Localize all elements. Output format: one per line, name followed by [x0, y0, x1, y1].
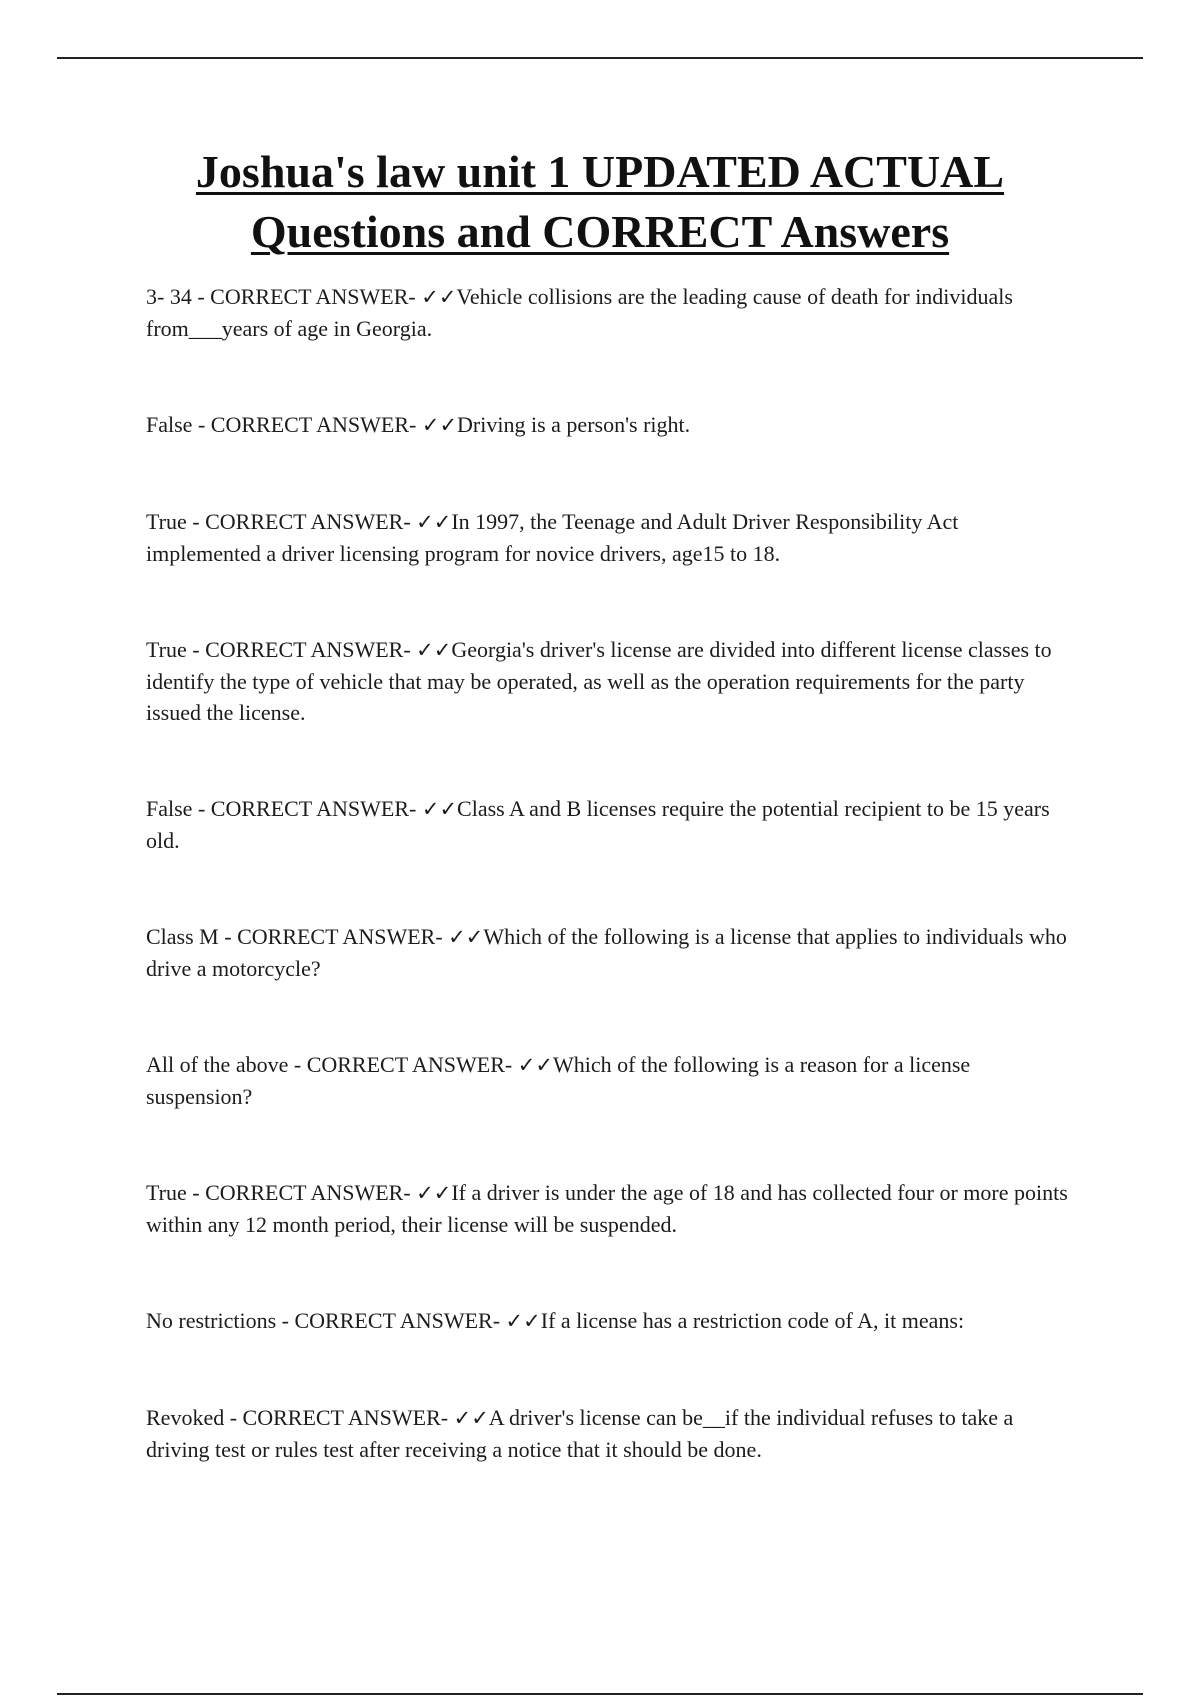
double-check-icon: ✓✓ — [416, 638, 452, 662]
question-text: Which of the following is a reason for a license suspension? — [146, 1052, 971, 1109]
qa-item: True - CORRECT ANSWER- ✓✓In 1997, the Teenage and Adult Driver Responsibility Act implemented a driver licensing program for novice drivers, age15 to 18. — [146, 509, 959, 566]
question-text: Class A and B licenses require the potential recipient to be 15 years old. — [146, 796, 1050, 853]
qa-item: False - CORRECT ANSWER- ✓✓Driving is a person's right. — [146, 412, 691, 437]
title-line-1: Joshua's law unit 1 UPDATED ACTUAL — [195, 146, 1005, 197]
question-text: If a driver is under the age of 18 and has collected four or more points within any 12 month period, their license will be suspended. — [146, 1180, 1068, 1237]
answer-text: Revoked — [146, 1405, 225, 1430]
answer-text: All of the above — [146, 1052, 289, 1077]
document-title — [100, 142, 1100, 262]
correct-answer-marker: CORRECT ANSWER- — [210, 412, 417, 437]
correct-answer-marker: CORRECT ANSWER- — [294, 1308, 501, 1333]
double-check-icon: ✓✓ — [421, 285, 457, 309]
qa-list — [146, 281, 1076, 1530]
double-check-icon: ✓✓ — [517, 1053, 553, 1077]
answer-text: 3- 34 — [146, 284, 192, 309]
double-check-icon: ✓✓ — [505, 1309, 541, 1333]
double-check-icon: ✓✓ — [453, 1406, 489, 1430]
double-check-icon: ✓✓ — [421, 413, 458, 437]
qa-item: False - CORRECT ANSWER- ✓✓Class A and B licenses require the potential recipient to be 15 years old. — [146, 796, 1050, 853]
question-text: Georgia's driver's license are divided into different license classes to identify the type of vehicle that may be operated, as well as the operation requirements for the party issued the license. — [146, 637, 1052, 725]
correct-answer-marker: CORRECT ANSWER- — [205, 509, 411, 534]
correct-answer-marker: CORRECT ANSWER- — [242, 1405, 449, 1430]
qa-item: All of the above - CORRECT ANSWER- ✓✓Which of the following is a reason for a license suspension? — [146, 1052, 971, 1109]
question-text: A driver's license can be__if the individual refuses to take a driving test or rules test after receiving a notice that it should be done. — [146, 1405, 1014, 1462]
question-text: Driving is a person's right. — [457, 412, 691, 437]
question-text: In 1997, the Teenage and Adult Driver Responsibility Act implemented a driver licensing program for novice drivers, age15 to 18. — [146, 509, 959, 566]
top-divider — [57, 57, 1143, 59]
qa-item: No restrictions - CORRECT ANSWER- ✓✓If a license has a restriction code of A, it means: — [146, 1308, 965, 1333]
qa-item: 3- 34 - CORRECT ANSWER- ✓✓Vehicle collisions are the leading cause of death for individuals from___years of age in Georgia. — [146, 284, 1013, 341]
qa-item: Revoked - CORRECT ANSWER- ✓✓A driver's license can be__if the individual refuses to take a driving test or rules test after receiving a notice that it should be done. — [146, 1405, 1014, 1462]
answer-text: False — [146, 796, 193, 821]
question-text: Vehicle collisions are the leading cause of death for individuals from___years of age in Georgia. — [146, 284, 1013, 341]
double-check-icon: ✓✓ — [448, 925, 484, 949]
question-text: Which of the following is a license that applies to individuals who drive a motorcycle? — [146, 924, 1067, 981]
answer-text: No restrictions — [146, 1308, 277, 1333]
answer-text: True — [146, 637, 187, 662]
answer-text: Class M — [146, 924, 219, 949]
double-check-icon: ✓✓ — [416, 510, 452, 534]
answer-text: True — [146, 1180, 187, 1205]
title-line-2: Questions and CORRECT Answers — [250, 206, 950, 257]
answer-text: False — [146, 412, 193, 437]
correct-answer-marker: CORRECT ANSWER- — [205, 637, 411, 662]
qa-item: True - CORRECT ANSWER- ✓✓Georgia's driver's license are divided into different license classes to identify the type of vehicle that may be operated, as well as the operation requirements for the party issued the license. — [146, 637, 1052, 725]
question-text: If a license has a restriction code of A, it means: — [540, 1308, 965, 1333]
correct-answer-marker: CORRECT ANSWER- — [306, 1052, 513, 1077]
correct-answer-marker: CORRECT ANSWER- — [205, 1180, 411, 1205]
qa-item: True - CORRECT ANSWER- ✓✓If a driver is under the age of 18 and has collected four or more points within any 12 month period, their license will be suspended. — [146, 1180, 1068, 1237]
bottom-divider — [57, 1693, 1143, 1695]
correct-answer-marker: CORRECT ANSWER- — [210, 796, 417, 821]
correct-answer-marker: CORRECT ANSWER- — [237, 924, 443, 949]
correct-answer-marker: CORRECT ANSWER- — [210, 284, 416, 309]
double-check-icon: ✓✓ — [416, 1181, 452, 1205]
double-check-icon: ✓✓ — [421, 797, 458, 821]
qa-item: Class M - CORRECT ANSWER- ✓✓Which of the following is a license that applies to individuals who drive a motorcycle? — [146, 924, 1067, 981]
answer-text: True — [146, 509, 187, 534]
